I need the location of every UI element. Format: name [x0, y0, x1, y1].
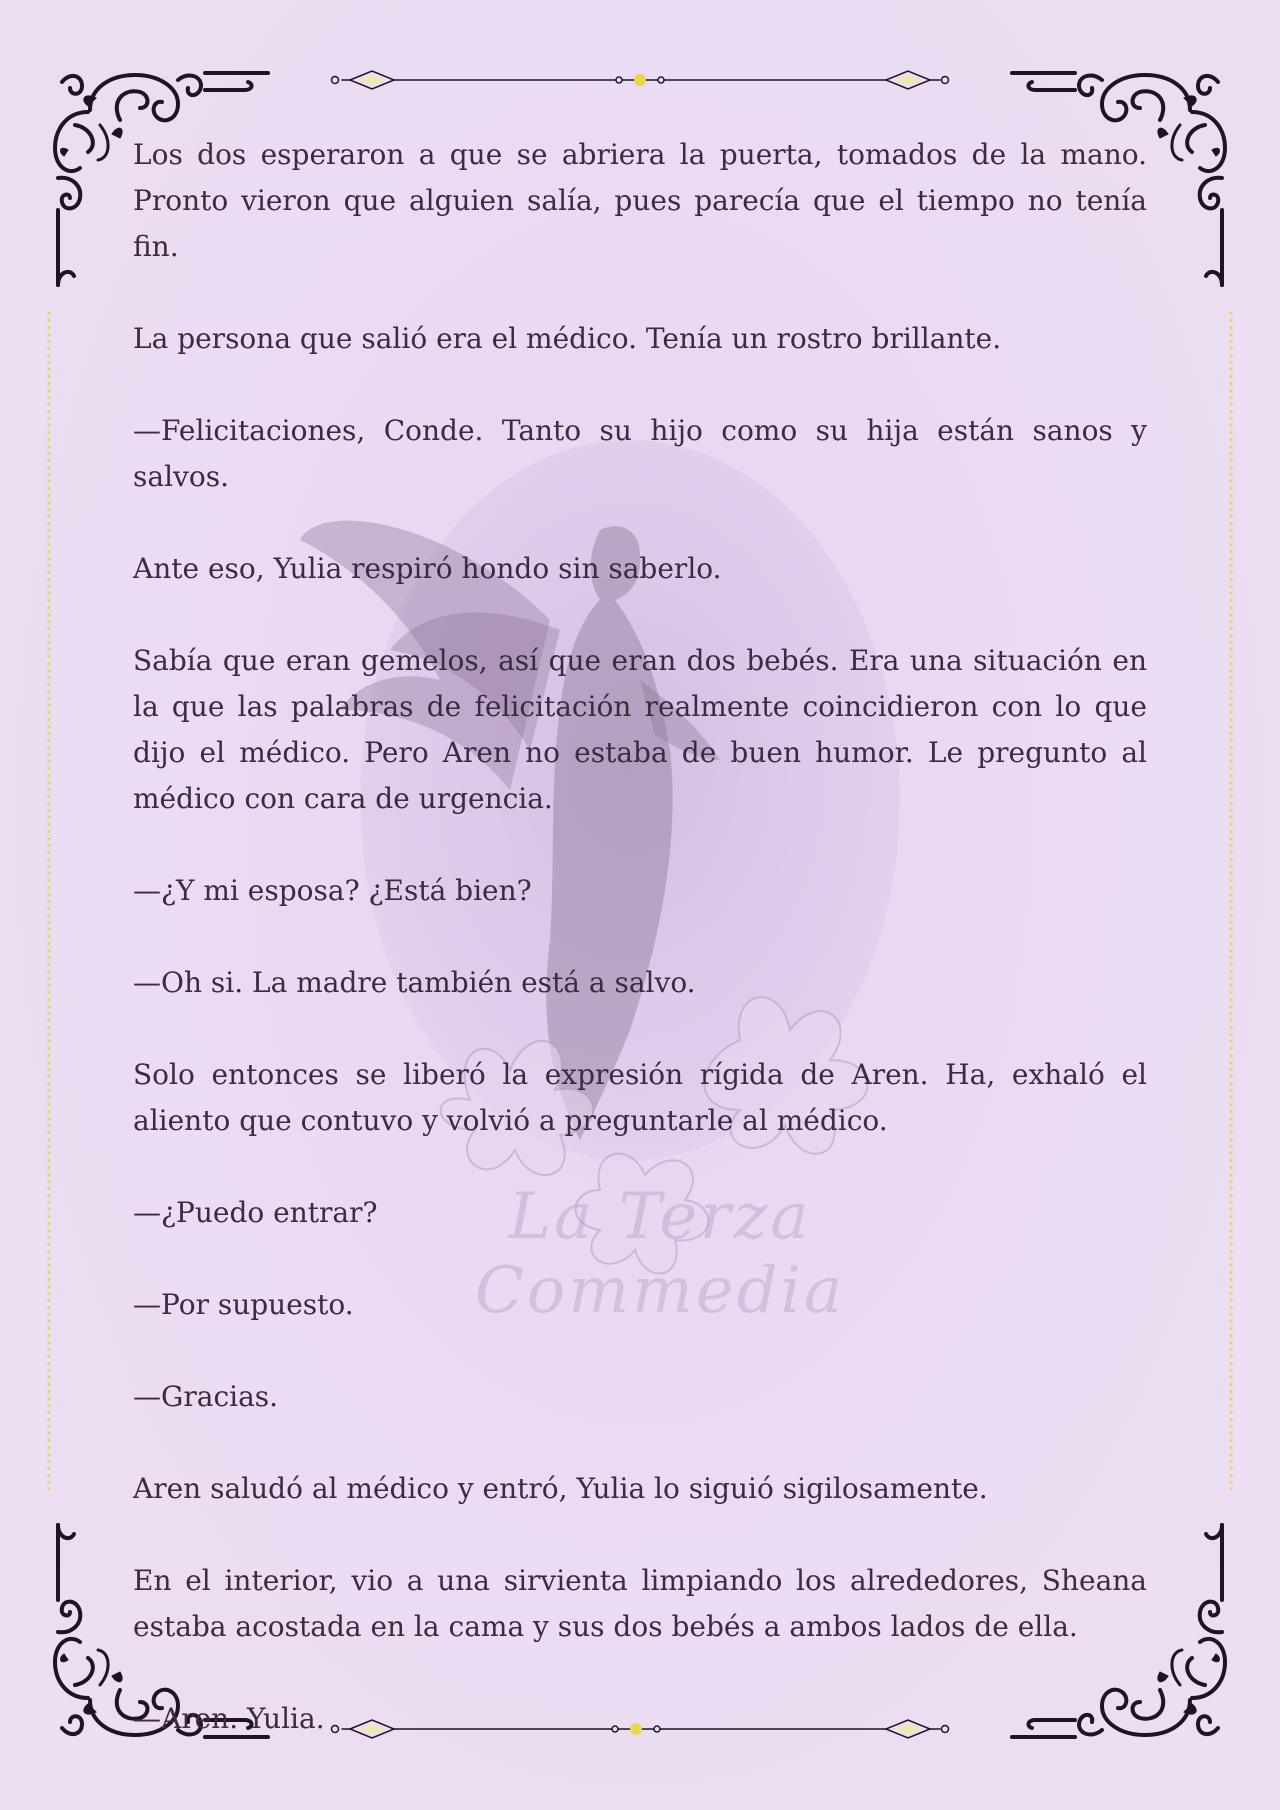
paragraph: —Oh si. La madre también está a salvo. [133, 966, 696, 999]
paragraph: Los dos esperaron a que se abriera la puerta, tomados de la mano. Pronto vieron que alguien salía, pues parecía que el tiempo no tenía fin. [133, 138, 1147, 263]
paragraph: Sabía que eran gemelos, así que eran dos bebés. Era una situación en la que las palabras de felicitación realmente coincidieron con lo que dijo el médico. Pero Aren no estaba de buen humor. Le pregunto al médico con cara de urgencia. [133, 644, 1147, 815]
paragraph: Solo entonces se liberó la expresión rígida de Aren. Ha, exhaló el aliento que contuvo y volvió a preguntarle al médico. [133, 1058, 1147, 1137]
watermark-text: La Terza Commedia [474, 1180, 846, 1328]
diamond-divider-icon [332, 71, 949, 89]
paragraph: Ante eso, Yulia respiró hondo sin saberlo. [133, 552, 722, 585]
paragraph: Aren saludó al médico y entró, Yulia lo siguió sigilosamente. [133, 1472, 988, 1505]
paragraph: —Gracias. [133, 1380, 279, 1413]
paragraph: —¿Y mi esposa? ¿Está bien? [133, 874, 532, 907]
left-dotted-border [47, 310, 51, 1490]
document-body [133, 132, 1147, 1788]
paragraph: En el interior, vio a una sirvienta limpiando los alrededores, Sheana estaba acostada en la cama y sus dos bebés a ambos lados de ella. [133, 1564, 1147, 1643]
right-dotted-border [1229, 310, 1233, 1490]
paragraph: —Por supuesto. [133, 1288, 354, 1321]
paragraph: La persona que salió era el médico. Tenía un rostro brillante. [133, 322, 1002, 355]
paragraph: —Felicitaciones, Conde. Tanto su hijo como su hija están sanos y salvos. [133, 414, 1147, 493]
paragraph: —¿Puedo entrar? [133, 1196, 378, 1229]
paragraph: —Aren. Yulia. [133, 1702, 325, 1735]
